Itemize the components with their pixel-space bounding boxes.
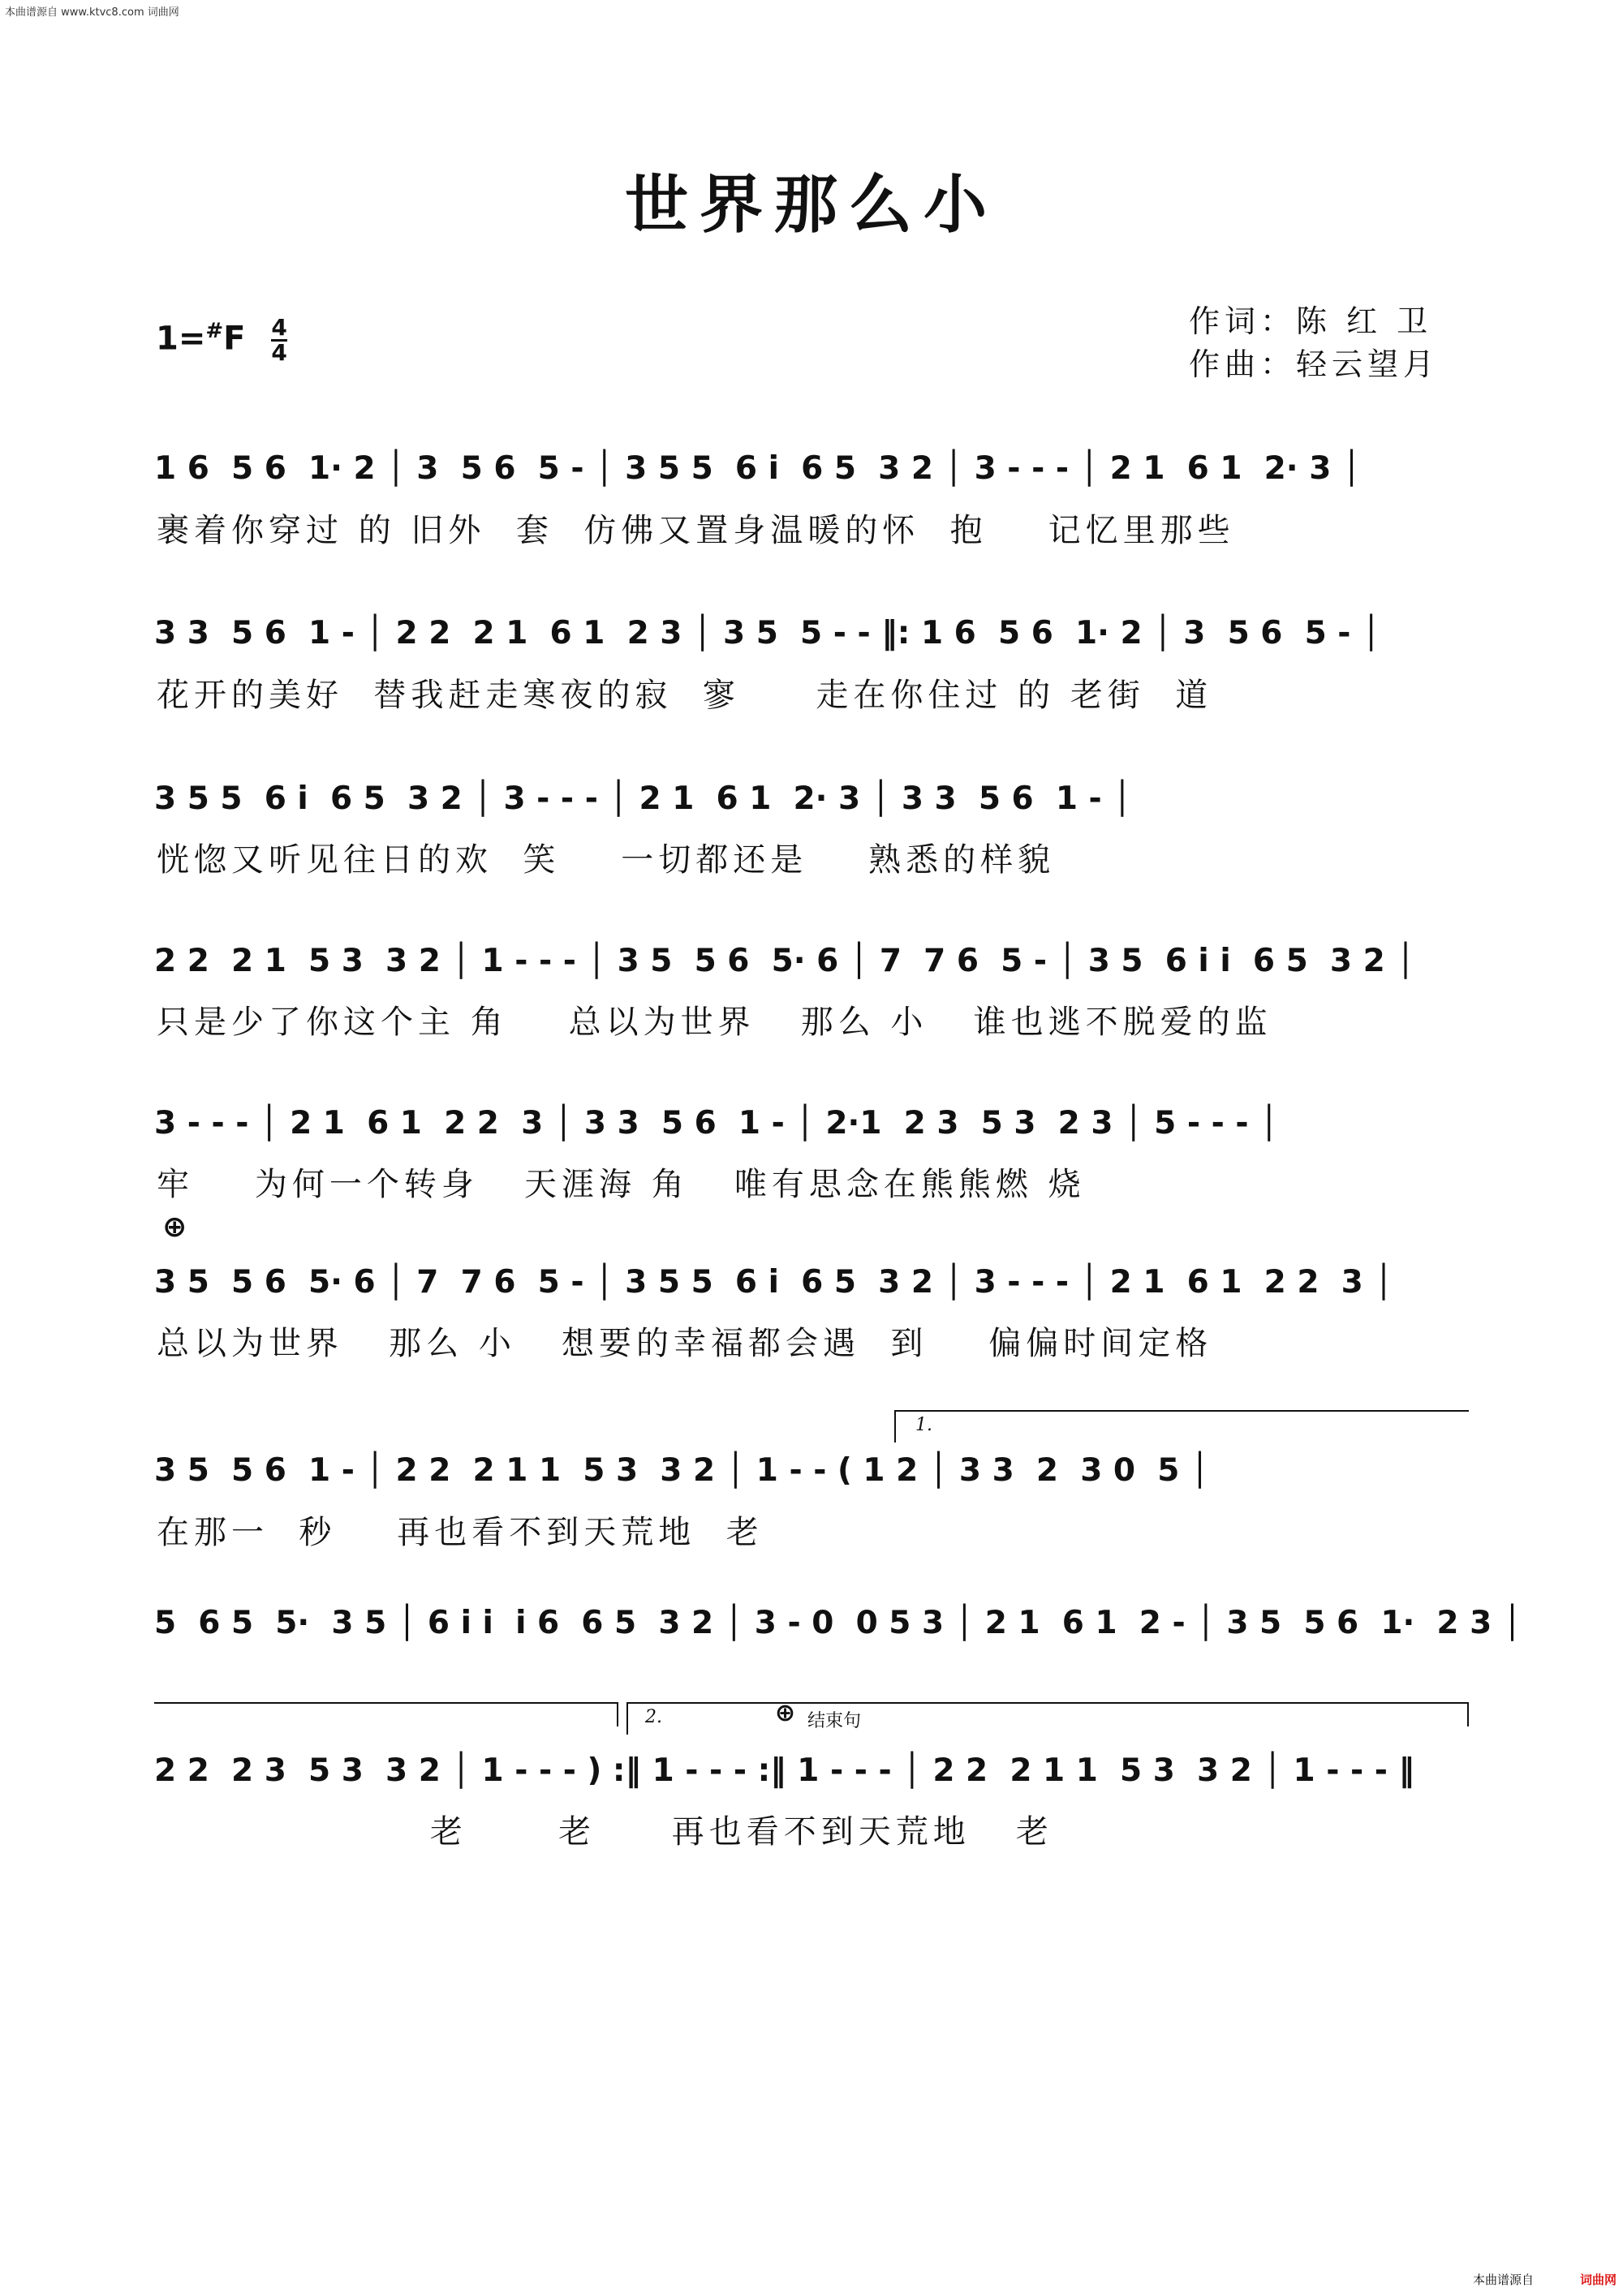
coda-mark: ⊕ [162, 1210, 187, 1244]
repeat-bracket-line [154, 1702, 618, 1704]
time-signature [271, 316, 286, 364]
lyrics-line-3: 恍惚又听见往日的欢 笑 一切都还是 熟悉的样貌 [157, 841, 1056, 879]
song-title: 世界那么小 [624, 168, 998, 242]
second-ending-label: 2. [645, 1707, 662, 1727]
notation-line-4: 2 2 2 1 5 3 3 2 │ 1 - - - │ 3 5 5 6 5· 6 │ 7 7 6 5 - │ 3 5 6 i i 6 5 3 2 │ [154, 943, 1415, 979]
notation-line-9: 2 2 2 3 5 3 3 2 │ 1 - - - ) :‖ 1 - - - :‖ 1 - - - │ 2 2 2 1 1 5 3 3 2 │ 1 - - - ‖ [154, 1752, 1415, 1789]
lyrics-line-2: 花开的美好 替我赶走寒夜的寂 寥 走在你住过 的 老街 道 [157, 677, 1213, 714]
first-ending-label: 1. [915, 1415, 932, 1435]
lyrics-line-4: 只是少了你这个主 角 总以为世界 那么 小 谁也逃不脱爱的监 [157, 1004, 1272, 1041]
key-prefix: 1= [156, 320, 206, 358]
footer-source-text: 本曲谱源自 [1472, 2272, 1534, 2287]
lyrics-line-1: 裹着你穿过 的 旧外 套 仿佛又置身温暖的怀 抱 记忆里那些 [157, 512, 1235, 549]
lyrics-line-5: 牢 为何一个转身 天涯海 角 唯有思念在熊熊燃 烧 [157, 1166, 1086, 1203]
repeat-bracket-edge [617, 1702, 618, 1726]
lyricist-credit: 作词：陈 红 卫 [1189, 303, 1433, 339]
notation-line-7: 3 5 5 6 1 - │ 2 2 2 1 1 5 3 3 2 │ 1 - - ( 1 2 │ 3 3 2 3 0 5 │ [154, 1452, 1210, 1489]
sharp-sign: # [205, 319, 224, 344]
time-signature-bottom: 4 [271, 339, 287, 366]
notation-line-6: 3 5 5 6 5· 6 │ 7 7 6 5 - │ 3 5 5 6 i 6 5 3 2 │ 3 - - - │ 2 1 6 1 2 2 3 │ [154, 1264, 1393, 1301]
notation-line-3: 3 5 5 6 i 6 5 3 2 │ 3 - - - │ 2 1 6 1 2· 3 │ 3 3 5 6 1 - │ [154, 780, 1132, 817]
lyrics-line-6: 总以为世界 那么 小 想要的幸福都会遇 到 偏偏时间定格 [157, 1325, 1213, 1362]
lyrics-line-7: 在那一 秒 再也看不到天荒地 老 [157, 1514, 764, 1551]
key-note: F [223, 320, 246, 358]
notation-line-2: 3 3 5 6 1 - │ 2 2 2 1 6 1 2 3 │ 3 5 5 - - ‖: 1 6 5 6 1· 2 │ 3 5 6 5 - │ [154, 615, 1381, 651]
first-ending-bracket [894, 1410, 1469, 1412]
coda-mark-ending: ⊕ [775, 1699, 796, 1727]
first-ending-bracket-edge [894, 1410, 896, 1443]
site-header-text: 本曲谱源自 www.ktvc8.com 词曲网 [5, 6, 179, 19]
second-ending-bracket-right-edge [1467, 1702, 1469, 1726]
key-signature [156, 316, 287, 364]
composer-credit: 作曲：轻云望月 [1189, 346, 1440, 382]
lyrics-line-9: 老 老 再也看不到天荒地 老 [157, 1813, 1053, 1851]
time-signature-top: 4 [271, 314, 287, 341]
notation-line-5: 3 - - - │ 2 1 6 1 2 2 3 │ 3 3 5 6 1 - │ 2·1 2 3 5 3 2 3 │ 5 - - - │ [154, 1105, 1279, 1142]
coda-ending-label: 结束句 [807, 1711, 862, 1731]
notation-line-8: 5 6 5 5· 3 5 │ 6 i i i 6 6 5 3 2 │ 3 - 0 0 5 3 │ 2 1 6 1 2 - │ 3 5 5 6 1· 2 3 │ [154, 1605, 1522, 1641]
second-ending-bracket-edge [626, 1702, 628, 1735]
second-ending-bracket [626, 1702, 1469, 1704]
footer-site-logo: 词曲网 [1579, 2272, 1617, 2287]
notation-line-1: 1 6 5 6 1· 2 │ 3 5 6 5 - │ 3 5 5 6 i 6 5 3 2 │ 3 - - - │ 2 1 6 1 2· 3 │ [154, 450, 1362, 487]
